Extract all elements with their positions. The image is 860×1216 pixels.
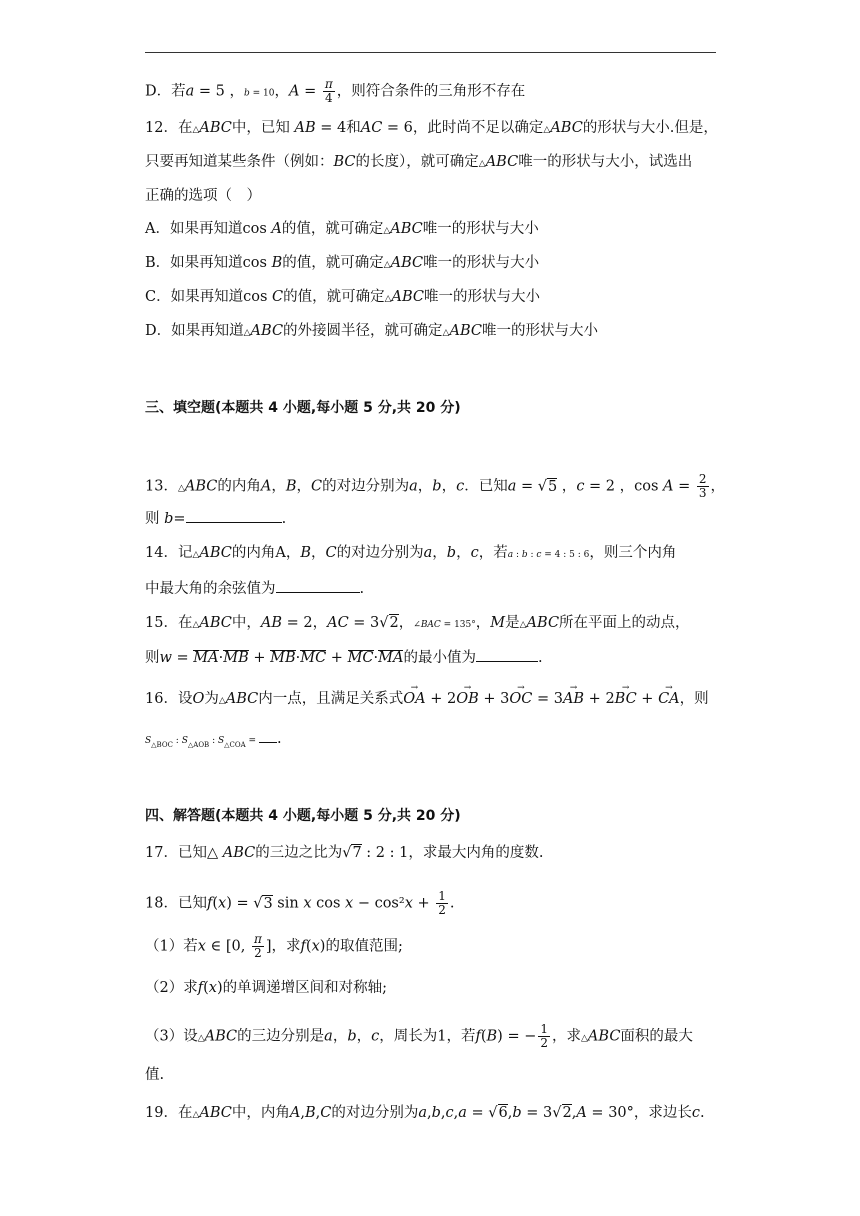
q18-part3-line2: 值.: [145, 1067, 165, 1083]
q18-part3-line1: （3）设△ABC的三边分别是a，b，c，周长为1，若f(B) = − $\frac{1}{2}$ ，求△ABC面积的最大: [145, 1022, 693, 1050]
q12-stem-line1: 12．在△ABC中，已知 AB = 4和AC = 6，此时尚不足以确定△ABC的形状与大小.但是，: [145, 120, 718, 136]
section4-heading: 四、解答题(本题共 4 小题,每小题 5 分,共 20 分): [145, 808, 461, 824]
q19-line1: 19．在△ABC中，内角A,B,C的对边分别为a,b,c,a = √6,b = 3√2,A = 30°，求边长c.: [145, 1105, 705, 1121]
q14-line1: 14．记△ABC的内角A，B，C的对边分别为a，b，c，若a : b : c = 4 : 5 : 6，则三个内角: [145, 545, 677, 561]
q18-part2: （2）求f(x)的单调递增区间和对称轴;: [145, 980, 388, 996]
q12-option-c: C．如果再知道cos C的值，就可确定△ABC唯一的形状与大小: [145, 289, 541, 305]
q12-stem-line2: 只要再知道某些条件（例如：BC的长度），就可确定△ABC唯一的形状与大小，试选出: [145, 154, 693, 170]
section3-heading: 三、填空题(本题共 4 小题,每小题 5 分,共 20 分): [145, 400, 461, 416]
q14-line2: 中最大角的余弦值为 .: [145, 581, 365, 597]
q12-option-d: D．如果再知道△ABC的外接圆半径，就可确定△ABC唯一的形状与大小: [145, 323, 598, 339]
q16-line1: 16．设O为△ABC内一点，且满足关系式→ OA + 2→ OB + 3→ OC = 3→ AB + 2→ BC + → CA，则: [145, 689, 709, 711]
q15-line1: 15．在△ABC中，AB = 2，AC = 3√2，∠BAC = 135°，M是△ABC所在平面上的动点，: [145, 615, 690, 631]
q13-line2: 则 b= .: [145, 511, 287, 527]
q15-line2: 则w = MA·MB + MB·MC + MC·MA的最小值为 .: [145, 650, 543, 666]
q13-line1: 13．△ABC的内角A，B，C的对边分别为a，b，c．已知a = √5 ，c = 2 ，cos A = $\frac{2}{3}$ ，: [145, 472, 726, 500]
q17-line1: 17．已知△ ABC的三边之比为√7 : 2 : 1，求最大内角的度数.: [145, 845, 544, 861]
q12-option-b: B．如果再知道cos B的值，就可确定△ABC唯一的形状与大小: [145, 255, 540, 271]
q12-option-a: A．如果再知道cos A的值，就可确定△ABC唯一的形状与大小: [145, 221, 539, 237]
q18-line1: 18．已知f(x) = √3 sin x cos x − cos²x + $\frac{1}{2}$ .: [145, 889, 455, 917]
q18-part1: （1）若x ∈ [0, $\frac{\pi}{2}$ ]，求f(x)的取值范围;: [145, 932, 403, 960]
header-rule: [145, 52, 716, 53]
q11-option-d: D．若a = 5 ，b = 10，A = $\frac{\pi}{4}$ ，则符合条件的三角形不存在: [145, 77, 526, 105]
q16-line2: $S_{\triangle BOC}$ : $S_{\triangle AOB}$ : $S_{\triangle COA}$ = .: [145, 731, 282, 749]
q12-stem-line3: 正确的选项（ ）: [145, 188, 261, 204]
